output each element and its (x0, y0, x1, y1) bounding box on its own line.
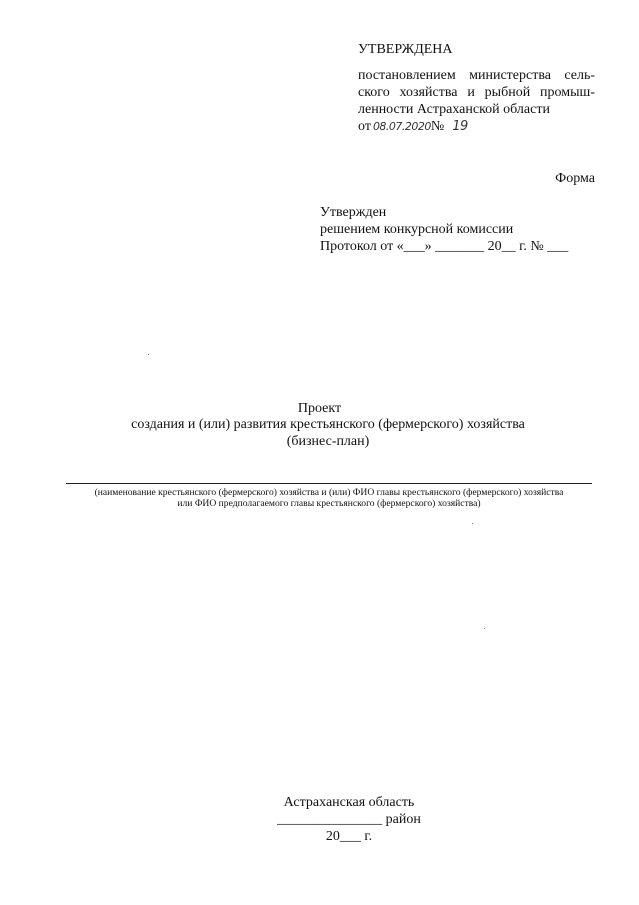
project-business-plan: (бизнес-план) (286, 434, 370, 449)
scan-dot (148, 354, 149, 355)
approval-date-line (358, 119, 468, 135)
name-underline (66, 483, 592, 484)
caption-line-2: или ФИО предполагаемого главы крестьянского (фермерского) хозяйства) (177, 498, 481, 509)
approval-date-handwritten: 08.07.2020 (372, 120, 431, 133)
approval-heading: УТВЕРЖДЕНА (358, 42, 453, 57)
project-subtitle: создания и (или) развития крестьянского (фермерского) хозяйства (131, 417, 525, 432)
footer-year: 20___ г. (325, 829, 373, 844)
approval-line-1: постановлением министерства сель- (358, 68, 595, 83)
approval-number-label: № (430, 119, 445, 134)
approval-line-2: ского хозяйства и рыбной промыш- (358, 85, 595, 100)
footer-district: _______________ район (277, 812, 421, 827)
project-title: Проект (297, 401, 342, 416)
scan-dot (484, 628, 485, 629)
form-label: Форма (555, 171, 595, 186)
scan-dot (472, 523, 473, 524)
commission-protocol-line: Протокол от «___» _______ 20__ г. № ___ (320, 239, 569, 254)
approval-number-handwritten: 19 (452, 119, 468, 134)
approval-ot-label: от (358, 119, 371, 134)
commission-line-1: Утвержден (320, 205, 387, 220)
approval-line-3: ленности Астраханской области (358, 102, 550, 117)
commission-line-2: решением конкурсной комиссии (320, 222, 514, 237)
caption-line-1: (наименование крестьянского (фермерского) хозяйства и (или) ФИО главы крестьянского (фермерского) хозяйства (94, 487, 564, 498)
footer-region: Астраханская область (283, 795, 415, 810)
